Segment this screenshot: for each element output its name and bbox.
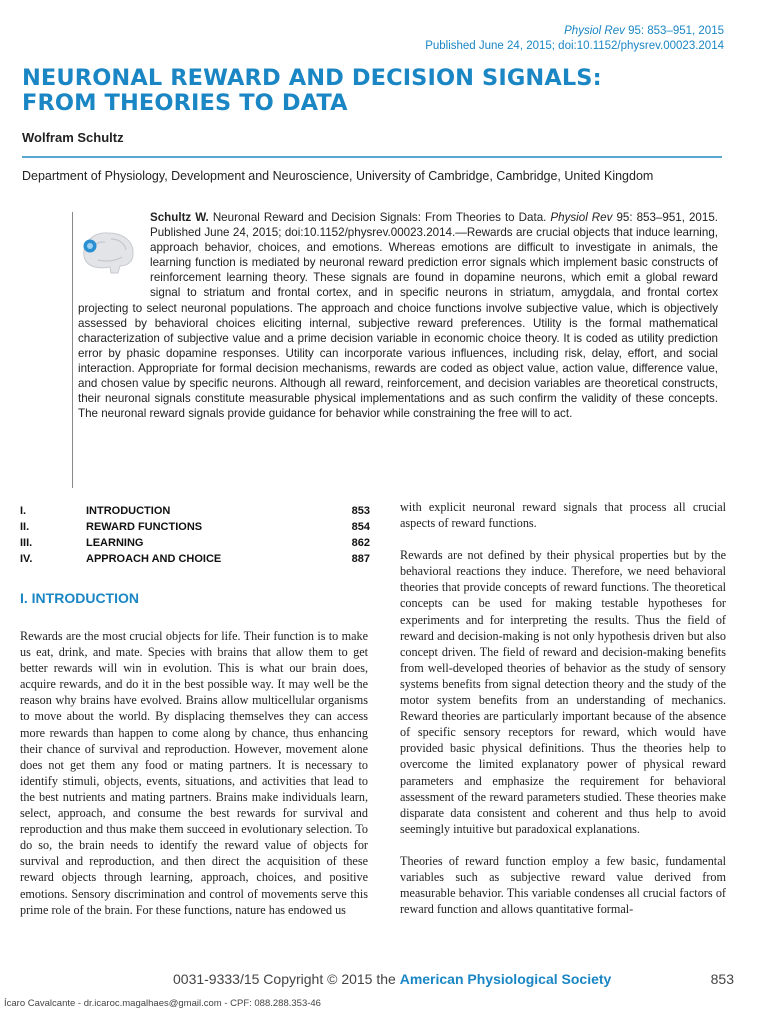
title-line-1: NEURONAL REWARD AND DECISION SIGNALS: (22, 65, 602, 91)
left-column-text: Rewards are the most crucial objects for life. Their function is to make us eat, drink, and mate. Species with brains that allow them to get better rewards will win in evolution. This is what our brain does, acquire rewards, and do it in the best possible way. It may well be the reason why brains have evolved. Brains allow multicellular organisms to move about the world. By displacing themselves they can access more rewards than happen to come along by chance, thus enhancing their chance of survival and reproduction. However, movement alone does not get them any food or mating partners. It is necessary to identify stimuli, objects, events, situations, and activities that lead to the best nutrients and mating partners. Brains make individuals learn, select, approach, and consume the best rewards for survival and reproduction and thus make them succeed in evolutionary selection. To do so, the brain needs to identify the reward value of objects for survival and reproduction, and then direct the acquisition of these reward objects through learning, approach, choices, and positive emotions. Sensory discrimination and control of movements serve this prime role of the brain. For these functions, nature has endowed us (20, 629, 368, 917)
toc-page: 853 (351, 505, 370, 517)
toc-number: III. (20, 537, 33, 549)
citation-line (425, 24, 724, 39)
toc-page: 854 (351, 521, 370, 533)
toc-label: INTRODUCTION (86, 505, 171, 517)
toc-row[interactable] (20, 503, 370, 519)
abstract-body: Rewards are crucial objects that induce learning, approach behavior, choices, and emotions. Whereas emotions are difficult to investigate in animals, the learning function is mediated by neuronal reward prediction error signals which implement basic constructs of reinforcement learning theory. These signals are found in dopamine neurons, which emit a global reward signal to striatum and frontal cortex, and in specific neurons in striatum, amygdala, and frontal cortex projecting to select neuronal populations. The approach and choice functions involve subjective value, which is objectively assessed by behavioral choices eliciting internal, subjective reward preferences. Utility is the formal mathematical characterization of subjective value and a prime decision variable in economic choice theory. It is coded as utility prediction error by phasic dopamine responses. Utility can incorporate various influences, including risk, delay, effort, and social interaction. Appropriate for formal decision mechanisms, rewards are coded as object value, action value, difference value, and chosen value by specific neurons. Although all reward, reinforcement, and decision variables are theoretical constructs, their neuronal signals constitute measurable physical implementations and as such confirm the validity of these concepts. The neuronal reward signals provide guidance for behavior while constraining the free will to act. (78, 226, 719, 421)
society-name[interactable]: American Physiological Society (399, 971, 612, 987)
journal-name: Physiol Rev (564, 25, 625, 37)
toc-label: LEARNING (86, 537, 144, 549)
title-line-2: FROM THEORIES TO DATA (22, 90, 348, 116)
toc-page: 862 (351, 537, 370, 549)
toc-row[interactable] (20, 535, 370, 551)
watermark: Ícaro Cavalcante - dr.icaroc.magalhaes@gmail.com - CPF: 088.288.353-46 (4, 998, 321, 1009)
paragraph: with explicit neuronal reward signals that process all crucial aspects of reward functions. (400, 500, 726, 531)
abstract (78, 210, 718, 421)
page-number: 853 (710, 971, 734, 987)
toc-number: I. (20, 505, 27, 517)
section-heading: I. INTRODUCTION (20, 590, 139, 606)
journal-reference (425, 24, 724, 54)
abstract-ref: 95: 853–951, 2015. Published June 24, 2015; doi:10.1152/physrev.00023.2014.— (150, 211, 718, 240)
page-footer (0, 971, 768, 991)
header-rule (22, 156, 722, 158)
published-line: Published June 24, 2015; doi:10.1152/physrev.00023.2014 (425, 40, 724, 52)
toc-row[interactable] (20, 519, 370, 535)
author: Wolfram Schultz (22, 130, 124, 145)
abstract-author: Schultz W. (150, 211, 209, 224)
article-title (22, 66, 722, 116)
paragraph: Rewards are not defined by their physical properties but by the behavioral reactions they induce. Therefore, we need behavioral theories that provide concepts of reward functions. The theoretical concepts can be used for making testable hypotheses for experiments and for interpreting the results. Thus the field of reward and decision-making is not only hypothesis driven but also concept driven. The field of reward and decision-making benefits from well-developed theories of behavior as the study of sensory systems benefits from signal detection theory and the study of the motor system benefits from an understanding of mechanics. Reward theories are particularly important because of the absence of specific sensory receptors for reward, which would have provided basic physical definitions. Thus the theories help to overcome the limited explanatory power of physical reward parameters and emphasize the requirement for behavioral assessment of the reward parameters studied. These theories make disparate data consistent and coherent and thus help to avoid seemingly intuitive but paradoxical explanations. (400, 548, 726, 836)
table-of-contents (20, 503, 370, 567)
toc-page: 887 (351, 553, 370, 565)
copyright-line (173, 971, 611, 987)
affiliation: Department of Physiology, Development and Neuroscience, University of Cambridge, Cambridge, United Kingdom (22, 169, 654, 183)
toc-label: APPROACH AND CHOICE (86, 553, 222, 565)
abstract-journal: Physiol Rev (550, 211, 613, 224)
citation: 95: 853–951, 2015 (628, 25, 724, 37)
copyright: 0031-9333/15 Copyright © 2015 the (173, 971, 396, 987)
toc-row[interactable] (20, 551, 370, 567)
toc-number: II. (20, 521, 30, 533)
toc-label: REWARD FUNCTIONS (86, 521, 203, 533)
abstract-title: Neuronal Reward and Decision Signals: From Theories to Data. (212, 211, 547, 224)
toc-number: IV. (20, 553, 33, 565)
right-column (400, 499, 726, 933)
paragraph: Theories of reward function employ a few basic, fundamental variables such as subjective reward value derived from measurable behavior. This variable condenses all crucial factors of reward function and allows quantitative formal- (400, 853, 726, 917)
